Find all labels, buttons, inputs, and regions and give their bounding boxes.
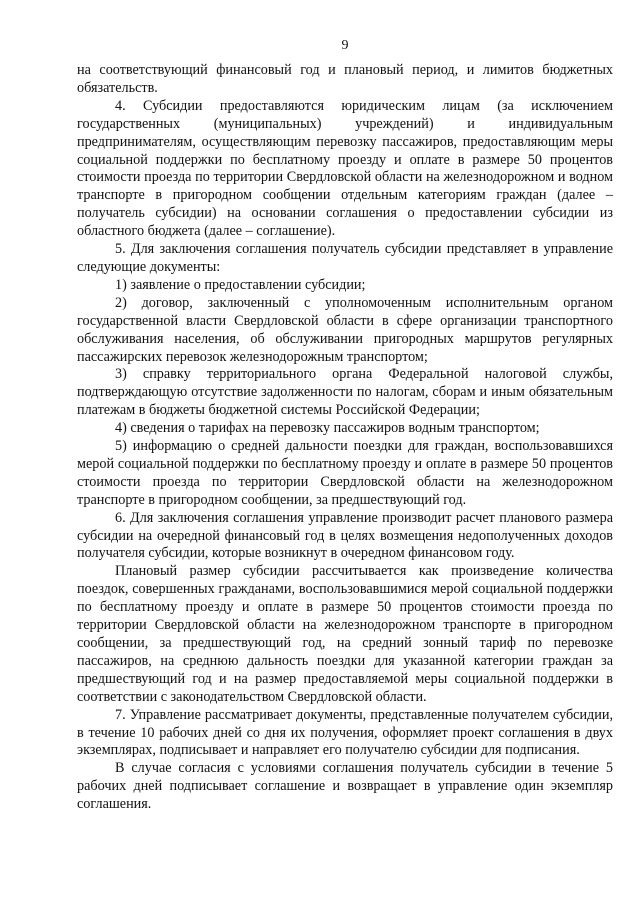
paragraph-continuation: на соответствующий финансовый год и плановый период, и лимитов бюджетных обязательств.	[77, 62, 613, 96]
paragraph-item-6: 6. Для заключения соглашения управление производит расчет планового размера субсидии на очередной финансовый год в целях возмещения недополученных доходов получателя субсидии, которые возникнут в очередном финансовом году.	[77, 509, 613, 562]
paragraph-item-5: 5. Для заключения соглашения получатель субсидии представляет в управление следующие документы:	[77, 241, 613, 275]
page-number: 9	[341, 38, 349, 53]
list-item-2: 2) договор, заключенный с уполномоченным исполнительным органом государственной власти Свердловской области в сфере организации транспортного обслуживания населения, об обслуживании пригородных маршрутов регулярных пассажирских перевозок железнодорожным транспортом;	[77, 294, 613, 365]
paragraph-agreement-consent: В случае согласия с условиями соглашения получатель субсидии в течение 5 рабочих дней подписывает соглашение и возвращает в управление один экземпляр соглашения.	[77, 760, 613, 813]
paragraph-item-4: 4. Субсидии предоставляются юридическим лицам (за исключением государственных (муниципальных) учреждений) и индивидуальным предпринимателям, осуществляющим перевозку пассажиров, предоставляющим меры социальной поддержки по бесплатному проезду и оплате в размере 50 процентов стоимости проезда по территории Свердловской области на железнодорожном и водном транспорте в пригородном сообщении отдельным категориям граждан (далее – получатель субсидии) на основании соглашения о предоставлении субсидии из областного бюджета (далее – соглашение).	[77, 97, 613, 240]
list-item-3: 3) справку территориального органа Федеральной налоговой службы, подтверждающую отсутствие задолженности по налогам, сборам и иным обязательным платежам в бюджеты бюджетной системы Российской Федерации;	[77, 366, 613, 419]
list-item-1: 1) заявление о предоставлении субсидии;	[115, 276, 366, 293]
paragraph-item-7: 7. Управление рассматривает документы, представленные получателем субсидии, в течение 10 рабочих дней со дня их получения, оформляет проект соглашения в двух экземплярах, подписывает и направляет его получателю субсидии для подписания.	[77, 706, 613, 759]
paragraph-planned-subsidy: Плановый размер субсидии рассчитывается как произведение количества поездок, совершенных гражданами, воспользовавшимися мерой социальной поддержки по бесплатному проезду и оплате в размере 50 процентов стоимости проезда по территории Свердловской области на железнодорожном транспорте в пригородном сообщении, за предшествующий год, на средний зонный тариф по перевозке пассажиров, на среднюю дальность поездки для указанной категории граждан за предшествующий год и на размер предоставляемой меры социальной поддержки в соответствии с законодательством Свердловской области.	[77, 563, 613, 705]
list-item-5: 5) информацию о средней дальности поездки для граждан, воспользовавшихся мерой социальной поддержки по бесплатному проезду и оплате в размере 50 процентов стоимости проезда по территории Свердловской области на железнодорожном транспорте в пригородном сообщении, за предшествующий год.	[77, 438, 613, 508]
list-item-4: 4) сведения о тарифах на перевозку пассажиров водным транспортом;	[115, 420, 540, 437]
